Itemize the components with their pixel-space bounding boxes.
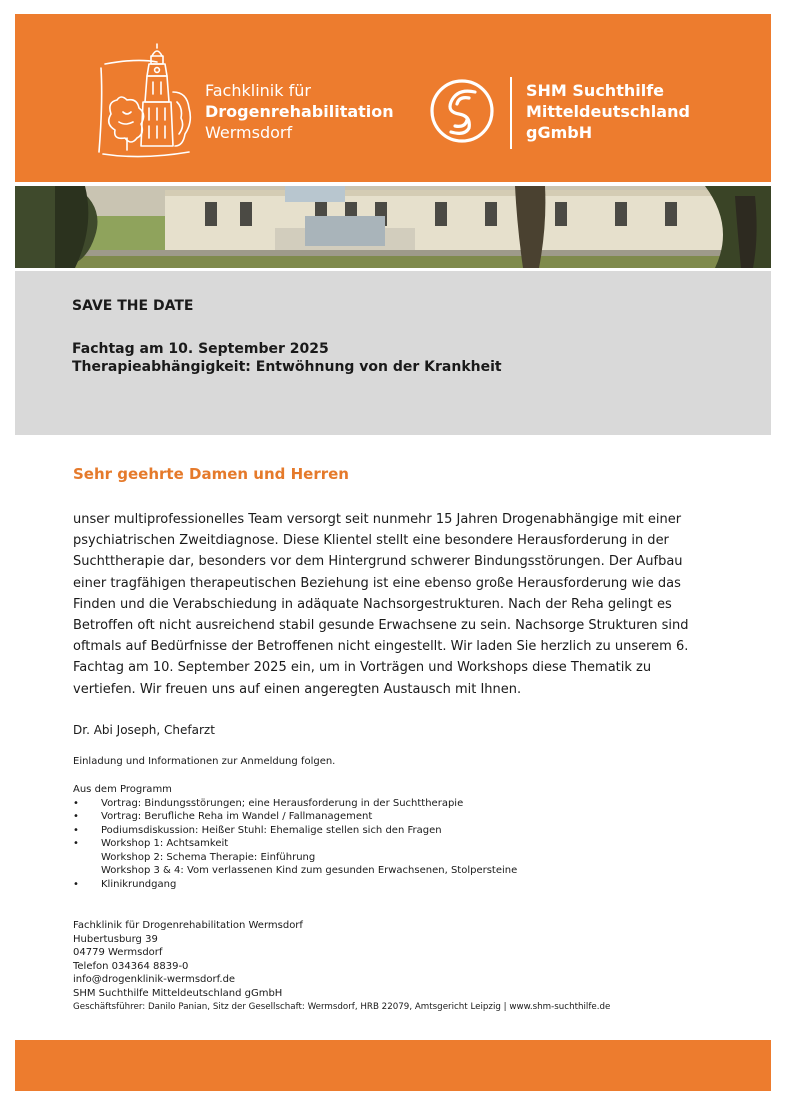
programme-item <box>73 878 517 892</box>
programme-item-text: Workshop 3 & 4: Vom verlassenen Kind zum gesunden Erwachsenen, Stolpersteine <box>101 865 518 876</box>
signature: Dr. Abi Joseph, Chefarzt <box>73 723 215 737</box>
footer-organisation: SHM Suchthilfe Mitteldeutschland gGmbH <box>73 987 283 999</box>
invite-note: Einladung und Informationen zur Anmeldung folgen. <box>73 756 336 767</box>
footer-address <box>73 919 610 1014</box>
programme-title: Aus dem Programm <box>73 784 172 795</box>
programme-item-text: Vortrag: Bindungsstörungen; eine Herausforderung in der Suchttherapie <box>101 797 464 809</box>
clinic-name-line-3: Wermsdorf <box>205 123 293 142</box>
programme-item-text: Klinikrundgang <box>101 878 177 890</box>
shm-swirl-logo-icon <box>429 78 495 144</box>
salutation: Sehr geehrte Damen und Herren <box>73 465 349 483</box>
programme-subitem <box>73 864 517 878</box>
event-banner <box>15 271 771 435</box>
clinic-name-line-2: Drogenrehabilitation <box>205 102 394 121</box>
bullet-icon: • <box>73 797 79 809</box>
event-date-line: Fachtag am 10. September 2025 <box>72 341 329 357</box>
body-line: vertiefen. Wir freuen uns auf einen angeregten Austausch mit Ihnen. <box>73 681 522 697</box>
bullet-icon: • <box>73 824 79 836</box>
organisation-name <box>526 80 690 143</box>
programme-item-text: Vortrag: Berufliche Reha im Wandel / Fallmanagement <box>101 811 373 822</box>
organisation-name-line-1: SHM Suchthilfe <box>526 81 665 100</box>
footer-legal: Geschäftsführer: Danilo Panian, Sitz der Gesellschaft: Wermsdorf, HRB 22079, Amtsgericht Leipzig | www.shm-suchthilfe.de <box>73 1001 611 1012</box>
save-the-date-heading: SAVE THE DATE <box>72 298 194 314</box>
clinic-name <box>205 80 394 143</box>
body-line: Finden und die Verabschiedung in adäquate Nachsorgestrukturen. Nach der Reha gelingt es <box>73 596 672 612</box>
programme-list <box>73 783 517 891</box>
footer-street: Hubertusburg 39 <box>73 933 158 945</box>
body-line: Suchttherapie dar, besonders vor dem Hintergrund schwerer Bindungsstörungen. Der Aufbau <box>73 554 683 570</box>
programme-subitem <box>73 851 517 865</box>
castle-tower-logo-icon <box>97 42 195 160</box>
letter-body <box>73 509 713 700</box>
bullet-icon: • <box>73 811 79 822</box>
clinic-building-photo <box>15 186 771 268</box>
event-title: Therapieabhängigkeit: Entwöhnung von der Krankheit <box>72 359 502 375</box>
footer-city: 04779 Wermsdorf <box>73 947 163 959</box>
programme-item-text: Workshop 2: Schema Therapie: Einführung <box>101 851 316 863</box>
bullet-icon: • <box>73 878 79 890</box>
header-band <box>15 14 771 182</box>
clinic-name-line-1: Fachklinik für <box>205 81 311 100</box>
bullet-icon: • <box>73 838 79 849</box>
programme-item-text: Workshop 1: Achtsamkeit <box>101 838 229 849</box>
body-line: psychiatrischen Zweitdiagnose. Diese Klientel stellt eine besondere Herausforderung in der <box>73 533 669 549</box>
body-line: einer tragfähigen therapeutischen Beziehung ist eine ebenso große Herausforderung wie das <box>73 575 681 591</box>
header-divider <box>510 77 512 149</box>
programme-item <box>73 824 517 838</box>
organisation-name-line-3: gGmbH <box>526 123 593 142</box>
programme-item <box>73 837 517 851</box>
footer-clinic: Fachklinik für Drogenrehabilitation Wermsdorf <box>73 920 303 931</box>
footer-band <box>15 1040 771 1091</box>
body-line: Betroffen oft nicht ausreichend stabil gesunde Erwachsene zu sein. Nachsorge Strukturen sind <box>73 618 689 634</box>
footer-phone: Telefon 034364 8839-0 <box>73 960 189 972</box>
programme-item-text: Podiumsdiskussion: Heißer Stuhl: Ehemalige stellen sich den Fragen <box>101 824 442 836</box>
body-line: oftmals auf Bedürfnisse der Betroffenen nicht eingestellt. Wir laden Sie herzlich zu unserem 6. <box>73 639 689 655</box>
body-line: unser multiprofessionelles Team versorgt seit nunmehr 15 Jahren Drogenabhängige mit einer <box>73 512 682 527</box>
organisation-name-line-2: Mitteldeutschland <box>526 102 690 121</box>
footer-email: info@drogenklinik-wermsdorf.de <box>73 974 236 986</box>
programme-item <box>73 810 517 824</box>
programme-item <box>73 797 517 811</box>
body-line: Fachtag am 10. September 2025 ein, um in Vorträgen und Workshops diese Thematik zu <box>73 660 652 676</box>
